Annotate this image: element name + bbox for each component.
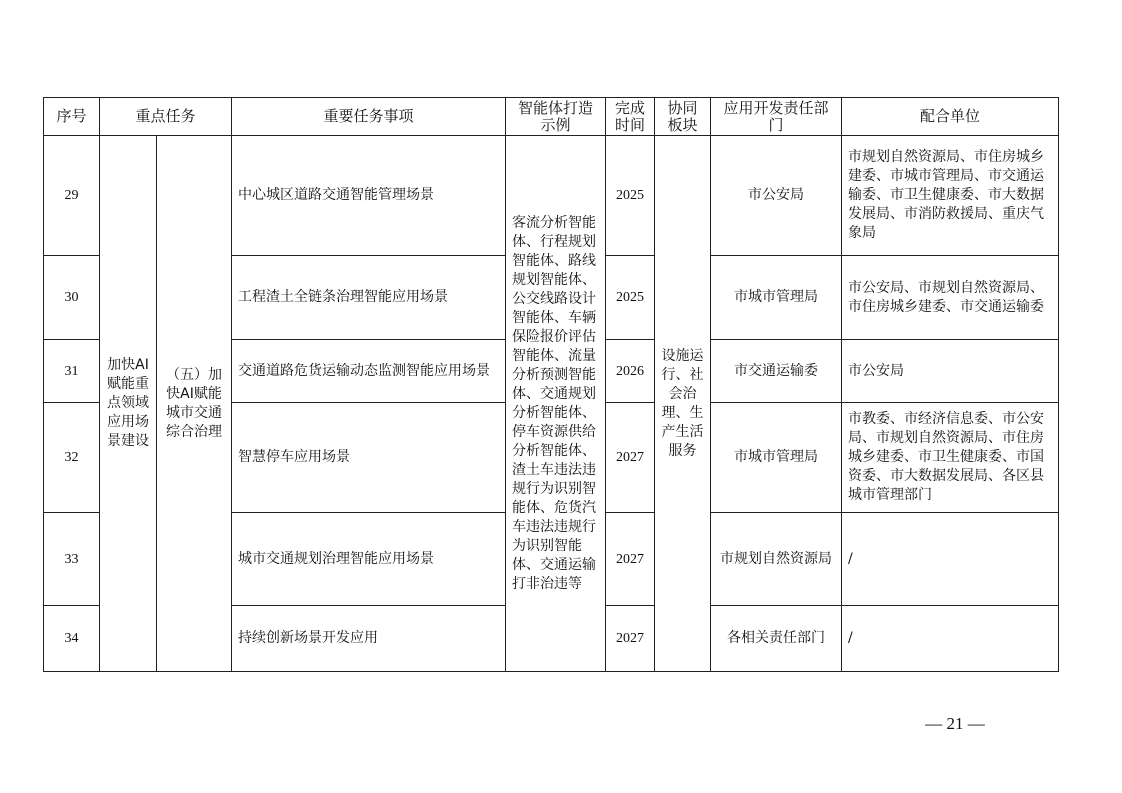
task-table — [43, 97, 1059, 672]
row-dept: 市城市管理局 — [711, 256, 842, 340]
table-row — [44, 136, 1059, 256]
row-time: 2027 — [606, 606, 655, 672]
agent-examples: 客流分析智能体、行程规划智能体、路线规划智能体、公交线路设计智能体、车辆保险报价评估智能体、流量分析预测智能体、交通规划分析智能体、停车资源供给分析智能体、渣土车违法违规行为识别智能体、危货汽车违法违规行为识别智能体、交通运输打非治违等 — [506, 136, 606, 672]
row-dept: 市城市管理局 — [711, 403, 842, 513]
row-seq: 29 — [44, 136, 100, 256]
header-partner: 配合单位 — [842, 98, 1059, 136]
key-task-level2: （五）加快AI赋能城市交通综合治理 — [157, 136, 232, 672]
header-time: 完成时间 — [606, 98, 655, 136]
row-partner: 市公安局、市规划自然资源局、市住房城乡建委、市交通运输委 — [842, 256, 1059, 340]
row-partner: / — [842, 606, 1059, 672]
row-dept: 市公安局 — [711, 136, 842, 256]
row-partner: 市规划自然资源局、市住房城乡建委、市城市管理局、市交通运输委、市卫生健康委、市大数据发展局、市消防救援局、重庆气象局 — [842, 136, 1059, 256]
row-item: 持续创新场景开发应用 — [232, 606, 506, 672]
row-time: 2025 — [606, 256, 655, 340]
row-time: 2026 — [606, 340, 655, 403]
row-seq: 32 — [44, 403, 100, 513]
page-number: — 21 — — [925, 714, 985, 733]
header-agent: 智能体打造示例 — [506, 98, 606, 136]
row-item: 交通道路危货运输动态监测智能应用场景 — [232, 340, 506, 403]
row-dept: 市交通运输委 — [711, 340, 842, 403]
collab-field: 设施运行、社会治理、生产生活服务 — [655, 136, 711, 672]
row-partner: 市教委、市经济信息委、市公安局、市规划自然资源局、市住房城乡建委、市卫生健康委、市国资委、市大数据发展局、各区县城市管理部门 — [842, 403, 1059, 513]
row-time: 2027 — [606, 403, 655, 513]
table-header-row — [44, 98, 1059, 136]
row-seq: 30 — [44, 256, 100, 340]
header-item: 重要任务事项 — [232, 98, 506, 136]
row-partner: 市公安局 — [842, 340, 1059, 403]
row-seq: 31 — [44, 340, 100, 403]
row-item: 工程渣土全链条治理智能应用场景 — [232, 256, 506, 340]
row-time: 2025 — [606, 136, 655, 256]
row-seq: 33 — [44, 513, 100, 606]
key-task-level1: 加快AI赋能重点领域应用场景建设 — [100, 136, 157, 672]
row-dept: 市规划自然资源局 — [711, 513, 842, 606]
row-dept: 各相关责任部门 — [711, 606, 842, 672]
header-key-task: 重点任务 — [100, 98, 232, 136]
header-dept: 应用开发责任部门 — [711, 98, 842, 136]
row-time: 2027 — [606, 513, 655, 606]
row-item: 城市交通规划治理智能应用场景 — [232, 513, 506, 606]
header-field: 协同板块 — [655, 98, 711, 136]
row-partner: / — [842, 513, 1059, 606]
row-item: 智慧停车应用场景 — [232, 403, 506, 513]
row-item: 中心城区道路交通智能管理场景 — [232, 136, 506, 256]
header-seq: 序号 — [44, 98, 100, 136]
row-seq: 34 — [44, 606, 100, 672]
